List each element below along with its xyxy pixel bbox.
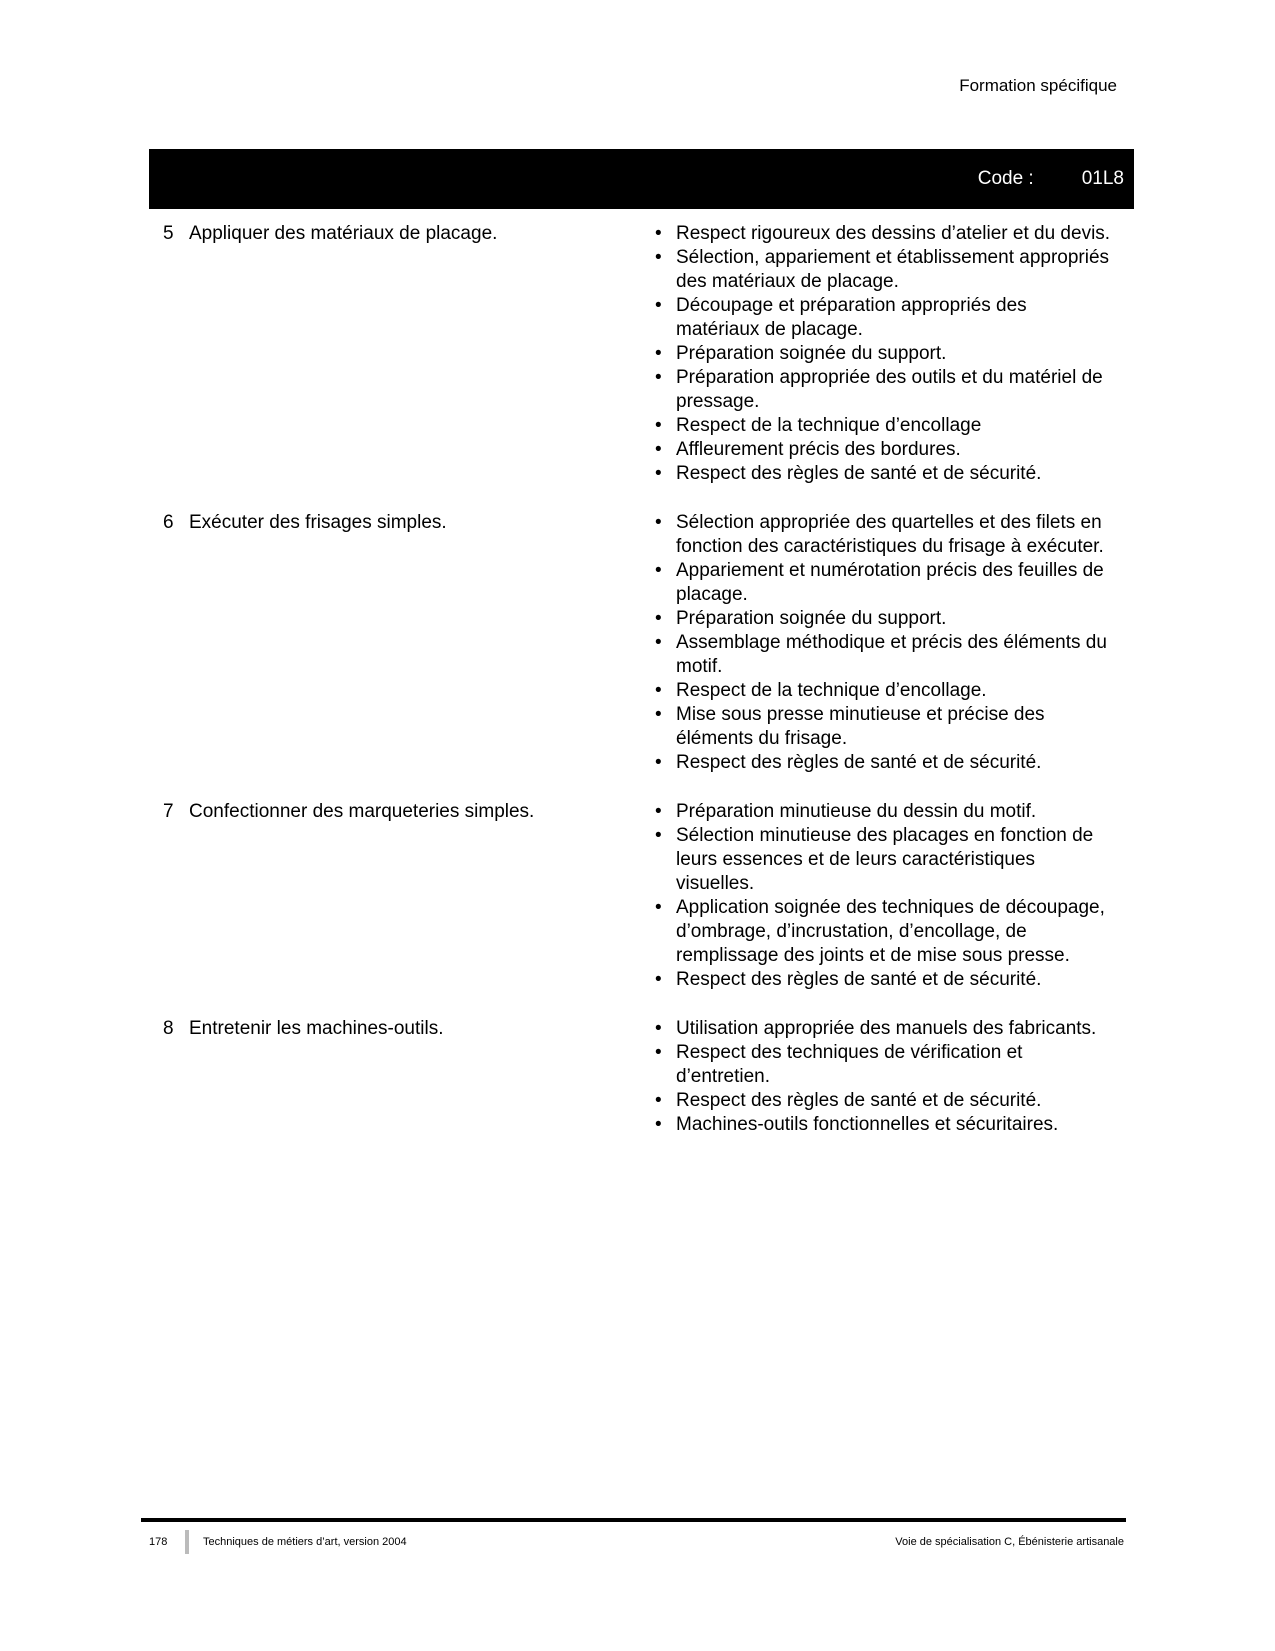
competency-row: [163, 222, 1123, 486]
page-footer: [149, 1530, 1124, 1554]
criterion-item: • Sélection, appariement et établissement appropriés des matériaux de placage.: [655, 246, 1115, 294]
criterion-item: • Préparation soignée du support.: [655, 342, 1115, 366]
footer-rule: [141, 1518, 1126, 1522]
code-band: [149, 149, 1134, 209]
criteria-list: [655, 800, 1115, 992]
competency-table: [163, 222, 1123, 1162]
criterion-item: • Respect des techniques de vérification et d’entretien.: [655, 1041, 1115, 1089]
criterion-item: • Préparation soignée du support.: [655, 607, 1115, 631]
criterion-item: • Respect des règles de santé et de sécurité.: [655, 968, 1115, 992]
competency-number: 8: [163, 1018, 174, 1039]
criterion-item: • Respect de la technique d’encollage: [655, 414, 1115, 438]
criterion-item: • Utilisation appropriée des manuels des fabricants.: [655, 1017, 1115, 1041]
code-value: 01L8: [1081, 168, 1124, 189]
document-title: Techniques de métiers d’art, version 2004: [203, 1536, 407, 1548]
criterion-item: • Découpage et préparation appropriés des matériaux de placage.: [655, 294, 1115, 342]
competency-text: Confectionner des marqueteries simples.: [189, 801, 535, 822]
competency-row: [163, 1017, 1123, 1137]
footer-separator: [185, 1530, 189, 1554]
specialization-track: Voie de spécialisation C, Ébénisterie artisanale: [895, 1536, 1124, 1548]
competency-row: [163, 511, 1123, 775]
criteria-list: [655, 511, 1115, 775]
competency-statement: [163, 511, 655, 775]
competency-number: 5: [163, 223, 174, 244]
criterion-item: • Application soignée des techniques de découpage, d’ombrage, d’incrustation, d’encollage, de remplissage des joints et de mise sous presse.: [655, 896, 1115, 968]
competency-text: Appliquer des matériaux de placage.: [189, 223, 498, 244]
section-label: Formation spécifique: [959, 76, 1117, 95]
criteria-list: [655, 222, 1115, 486]
competency-text: Entretenir les machines-outils.: [189, 1018, 444, 1039]
competency-statement: [163, 1017, 655, 1137]
page-header-section: [930, 76, 1117, 96]
criterion-item: • Respect des règles de santé et de sécurité.: [655, 1089, 1115, 1113]
criterion-item: • Sélection minutieuse des placages en fonction de leurs essences et de leurs caractéristiques visuelles.: [655, 824, 1115, 896]
competency-text: Exécuter des frisages simples.: [189, 512, 447, 533]
criterion-item: • Affleurement précis des bordures.: [655, 438, 1115, 462]
criterion-item: • Respect des règles de santé et de sécurité.: [655, 751, 1115, 775]
criterion-item: • Respect des règles de santé et de sécurité.: [655, 462, 1115, 486]
competency-statement: [163, 800, 655, 992]
criteria-list: [655, 1017, 1115, 1137]
competency-number: 7: [163, 801, 174, 822]
criterion-item: • Sélection appropriée des quartelles et des filets en fonction des caractéristiques du frisage à exécuter.: [655, 511, 1115, 559]
competency-statement: [163, 222, 655, 486]
criterion-item: • Machines-outils fonctionnelles et sécuritaires.: [655, 1113, 1115, 1137]
competency-row: [163, 800, 1123, 992]
criterion-item: • Assemblage méthodique et précis des éléments du motif.: [655, 631, 1115, 679]
criterion-item: • Respect rigoureux des dessins d’atelier et du devis.: [655, 222, 1115, 246]
criterion-item: • Mise sous presse minutieuse et précise des éléments du frisage.: [655, 703, 1115, 751]
criterion-item: • Appariement et numérotation précis des feuilles de placage.: [655, 559, 1115, 607]
criterion-item: • Respect de la technique d’encollage.: [655, 679, 1115, 703]
competency-number: 6: [163, 512, 174, 533]
criterion-item: • Préparation appropriée des outils et du matériel de pressage.: [655, 366, 1115, 414]
code-label: Code :: [977, 168, 1034, 189]
page-number: 178: [149, 1536, 168, 1548]
criterion-item: • Préparation minutieuse du dessin du motif.: [655, 800, 1115, 824]
